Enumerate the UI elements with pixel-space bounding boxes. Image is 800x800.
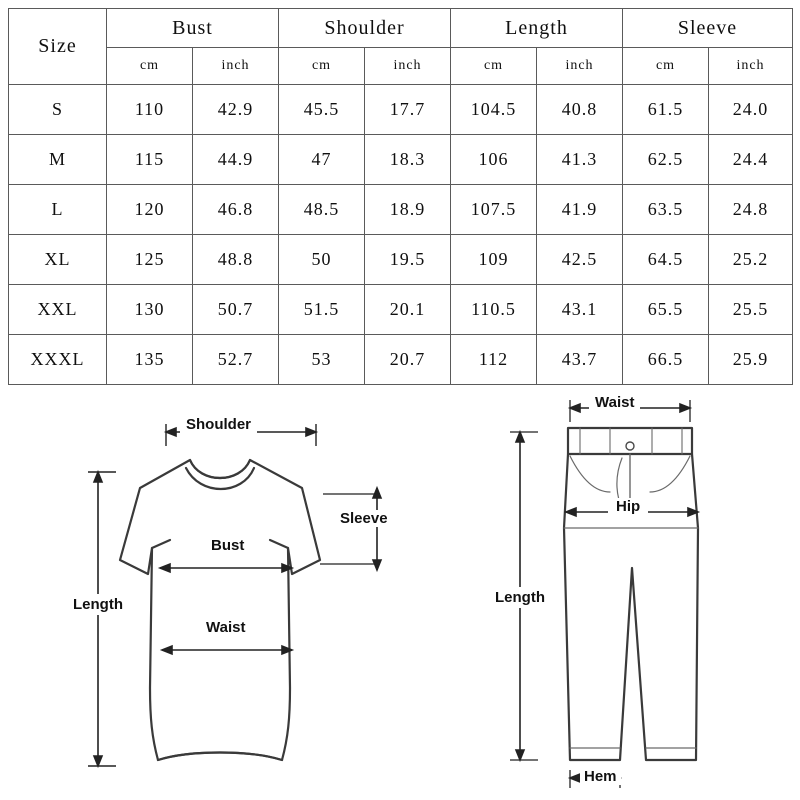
header-sleeve-cm: cm bbox=[623, 48, 709, 85]
cell-bust-inch: 46.8 bbox=[193, 185, 279, 235]
cell-shoulder-cm: 51.5 bbox=[279, 285, 365, 335]
header-length-cm: cm bbox=[451, 48, 537, 85]
cell-size: S bbox=[9, 85, 107, 135]
label-hip: Hip bbox=[608, 498, 648, 515]
cell-bust-cm: 120 bbox=[107, 185, 193, 235]
cell-shoulder-inch: 18.9 bbox=[365, 185, 451, 235]
cell-length-inch: 42.5 bbox=[537, 235, 623, 285]
header-length: Length bbox=[451, 9, 623, 48]
cell-shoulder-cm: 50 bbox=[279, 235, 365, 285]
measurement-diagrams bbox=[0, 388, 800, 800]
table-row bbox=[9, 135, 793, 185]
label-bust: Bust bbox=[203, 537, 252, 554]
header-shoulder-inch: inch bbox=[365, 48, 451, 85]
label-sleeve: Sleeve bbox=[336, 510, 392, 527]
table-row bbox=[9, 235, 793, 285]
label-length: Length bbox=[70, 594, 126, 615]
cell-length-cm: 110.5 bbox=[451, 285, 537, 335]
size-chart-table-container bbox=[8, 8, 792, 385]
cell-sleeve-inch: 25.9 bbox=[709, 335, 793, 385]
cell-shoulder-inch: 17.7 bbox=[365, 85, 451, 135]
cell-bust-cm: 125 bbox=[107, 235, 193, 285]
cell-bust-cm: 115 bbox=[107, 135, 193, 185]
cell-sleeve-inch: 25.5 bbox=[709, 285, 793, 335]
header-size: Size bbox=[9, 9, 107, 85]
table-row bbox=[9, 285, 793, 335]
cell-shoulder-cm: 48.5 bbox=[279, 185, 365, 235]
cell-shoulder-cm: 53 bbox=[279, 335, 365, 385]
cell-sleeve-cm: 64.5 bbox=[623, 235, 709, 285]
cell-size: L bbox=[9, 185, 107, 235]
cell-length-cm: 112 bbox=[451, 335, 537, 385]
cell-size: XXL bbox=[9, 285, 107, 335]
cell-sleeve-cm: 62.5 bbox=[623, 135, 709, 185]
cell-size: XXXL bbox=[9, 335, 107, 385]
cell-length-cm: 109 bbox=[451, 235, 537, 285]
header-shoulder-cm: cm bbox=[279, 48, 365, 85]
header-shoulder: Shoulder bbox=[279, 9, 451, 48]
label-hem: Hem bbox=[580, 768, 621, 785]
header-sleeve-inch: inch bbox=[709, 48, 793, 85]
size-chart-table bbox=[8, 8, 793, 385]
cell-bust-inch: 48.8 bbox=[193, 235, 279, 285]
cell-sleeve-inch: 24.4 bbox=[709, 135, 793, 185]
cell-length-cm: 106 bbox=[451, 135, 537, 185]
label-length: Length bbox=[492, 587, 548, 608]
cell-bust-inch: 50.7 bbox=[193, 285, 279, 335]
cell-length-inch: 43.1 bbox=[537, 285, 623, 335]
label-shoulder: Shoulder bbox=[180, 416, 257, 433]
header-sleeve: Sleeve bbox=[623, 9, 793, 48]
cell-length-inch: 40.8 bbox=[537, 85, 623, 135]
table-header-unit-row bbox=[9, 48, 793, 85]
cell-shoulder-inch: 20.7 bbox=[365, 335, 451, 385]
cell-bust-inch: 52.7 bbox=[193, 335, 279, 385]
cell-sleeve-cm: 61.5 bbox=[623, 85, 709, 135]
cell-sleeve-inch: 24.8 bbox=[709, 185, 793, 235]
cell-sleeve-inch: 25.2 bbox=[709, 235, 793, 285]
table-row bbox=[9, 335, 793, 385]
cell-bust-cm: 135 bbox=[107, 335, 193, 385]
header-bust-inch: inch bbox=[193, 48, 279, 85]
cell-shoulder-cm: 47 bbox=[279, 135, 365, 185]
pants-diagram bbox=[460, 388, 800, 800]
cell-size: XL bbox=[9, 235, 107, 285]
header-length-inch: inch bbox=[537, 48, 623, 85]
header-bust: Bust bbox=[107, 9, 279, 48]
cell-shoulder-inch: 19.5 bbox=[365, 235, 451, 285]
cell-sleeve-cm: 66.5 bbox=[623, 335, 709, 385]
cell-length-inch: 43.7 bbox=[537, 335, 623, 385]
cell-length-inch: 41.3 bbox=[537, 135, 623, 185]
table-row bbox=[9, 185, 793, 235]
cell-bust-cm: 110 bbox=[107, 85, 193, 135]
cell-shoulder-cm: 45.5 bbox=[279, 85, 365, 135]
cell-sleeve-inch: 24.0 bbox=[709, 85, 793, 135]
cell-length-cm: 104.5 bbox=[451, 85, 537, 135]
label-waist: Waist bbox=[198, 619, 253, 636]
header-bust-cm: cm bbox=[107, 48, 193, 85]
tshirt-diagram bbox=[20, 388, 420, 800]
cell-shoulder-inch: 20.1 bbox=[365, 285, 451, 335]
cell-length-inch: 41.9 bbox=[537, 185, 623, 235]
label-waist: Waist bbox=[589, 394, 640, 411]
cell-bust-inch: 42.9 bbox=[193, 85, 279, 135]
table-header-group-row bbox=[9, 9, 793, 48]
cell-shoulder-inch: 18.3 bbox=[365, 135, 451, 185]
table-row bbox=[9, 85, 793, 135]
cell-sleeve-cm: 63.5 bbox=[623, 185, 709, 235]
cell-size: M bbox=[9, 135, 107, 185]
cell-length-cm: 107.5 bbox=[451, 185, 537, 235]
cell-bust-inch: 44.9 bbox=[193, 135, 279, 185]
cell-sleeve-cm: 65.5 bbox=[623, 285, 709, 335]
cell-bust-cm: 130 bbox=[107, 285, 193, 335]
